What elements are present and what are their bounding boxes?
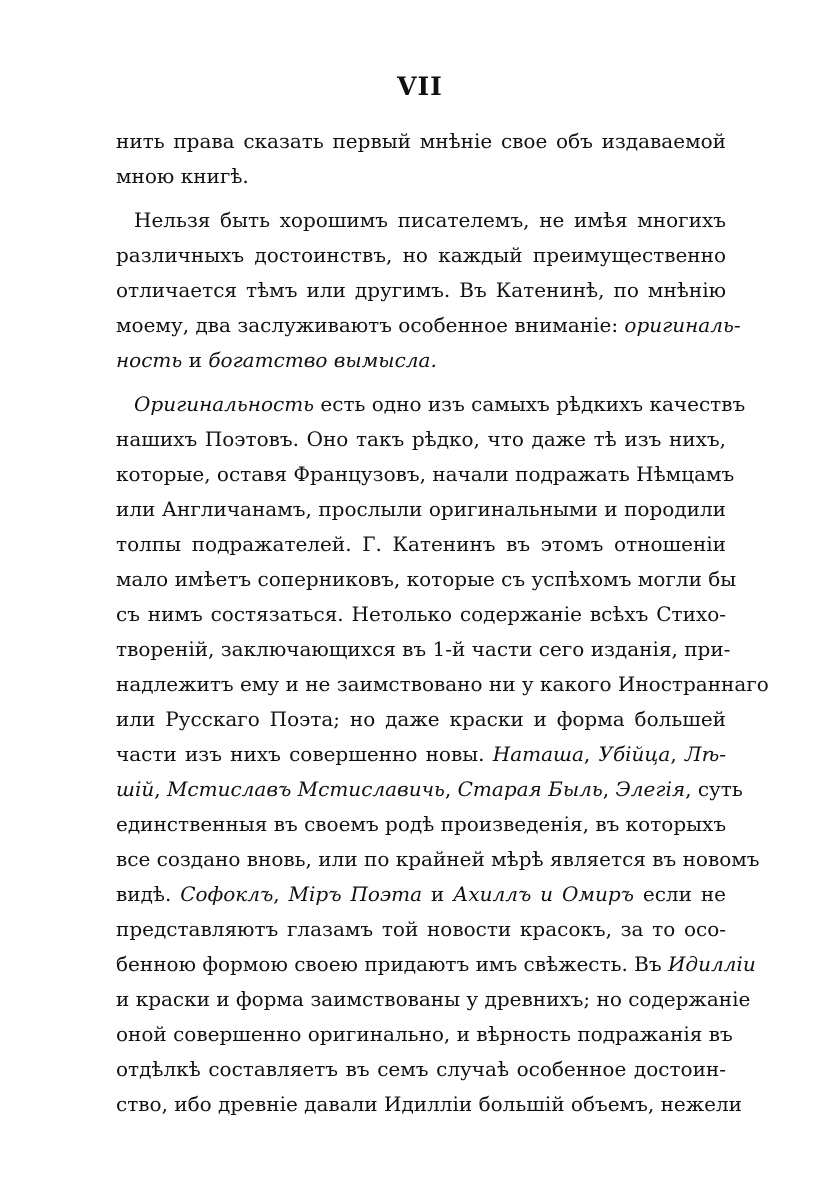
text-line bbox=[116, 308, 741, 343]
body-text bbox=[116, 124, 769, 1122]
text-run: и bbox=[422, 882, 454, 906]
text-run: различныхъ достоинствъ, но каждый преимущественно bbox=[116, 243, 726, 267]
text-line bbox=[116, 807, 726, 842]
text-run: все создано вновь, или по крайней мѣрѣ является въ новомъ bbox=[116, 847, 760, 871]
text-run: бенною формою своею придаютъ имъ свѣжесть. Въ bbox=[116, 952, 668, 976]
text-run: твореній, заключающихся въ 1-й части сего изданія, при- bbox=[116, 637, 731, 661]
italic-text: Лѣ- bbox=[684, 742, 727, 766]
text-line bbox=[116, 1017, 733, 1052]
text-line bbox=[116, 982, 751, 1017]
italic-text: Мстиславъ Мстиславичь bbox=[166, 777, 445, 801]
text-run: единственныя въ своемъ родѣ произведенія, въ которыхъ bbox=[116, 812, 727, 836]
text-run: которые, оставя Французовъ, начали подражать Нѣмцамъ bbox=[116, 462, 735, 486]
text-run: ство, ибо древніе давали Идилліи большій объемъ, нежели bbox=[116, 1092, 743, 1116]
text-line bbox=[116, 238, 726, 273]
italic-text: Ахиллъ и Омиръ bbox=[453, 882, 634, 906]
text-line bbox=[116, 912, 726, 947]
text-run: Нельзя быть хорошимъ писателемъ, не имѣя многихъ bbox=[134, 208, 726, 232]
text-line bbox=[116, 387, 746, 422]
text-run: или Русскаго Поэта; но даже краски и форма большей bbox=[116, 707, 726, 731]
text-run: или Англичанамъ, прослыли оригинальными и породили bbox=[116, 497, 726, 521]
text-line bbox=[116, 772, 743, 807]
italic-text: шій bbox=[116, 777, 155, 801]
text-run: , bbox=[602, 777, 616, 801]
page-number: VII bbox=[397, 72, 443, 101]
text-line bbox=[116, 632, 731, 667]
text-run: отдѣлкѣ составляетъ въ семъ случаѣ особенное достоин- bbox=[116, 1057, 726, 1081]
text-run: и bbox=[182, 348, 209, 372]
text-line bbox=[116, 527, 726, 562]
italic-text: оригиналь- bbox=[624, 313, 741, 337]
italic-text: Идилліи bbox=[667, 952, 756, 976]
paragraph-gap bbox=[116, 378, 726, 387]
text-run: если не bbox=[633, 882, 727, 906]
italic-text: ность bbox=[116, 348, 183, 372]
text-run: , bbox=[670, 742, 685, 766]
text-line bbox=[116, 1052, 726, 1087]
text-line bbox=[116, 597, 726, 632]
text-run: есть одно изъ самыхъ рѣдкихъ качествъ bbox=[314, 392, 746, 416]
text-run: , bbox=[154, 777, 167, 801]
text-run: оной совершенно оригинально, и вѣрность подражанія въ bbox=[116, 1022, 733, 1046]
text-run: толпы подражателей. Г. Катенинъ въ этомъ отношеніи bbox=[116, 532, 726, 556]
text-run: нашихъ Поэтовъ. Оно такъ рѣдко, что даже тѣ изъ нихъ, bbox=[116, 427, 726, 451]
text-line bbox=[116, 457, 735, 492]
text-line bbox=[116, 737, 726, 772]
italic-text: Убійца bbox=[598, 742, 671, 766]
text-line bbox=[116, 562, 737, 597]
text-line bbox=[116, 273, 726, 308]
text-line bbox=[116, 343, 726, 378]
text-line bbox=[116, 492, 726, 527]
text-run: моему, два заслуживаютъ особенное вниманіе: bbox=[116, 313, 625, 337]
text-line bbox=[116, 667, 769, 702]
text-run: мало имѣетъ соперниковъ, которые съ успѣхомъ могли бы bbox=[116, 567, 737, 591]
italic-text: Старая Быль bbox=[457, 777, 603, 801]
text-run: , bbox=[583, 742, 599, 766]
text-line bbox=[116, 1087, 743, 1122]
italic-text: Софоклъ bbox=[180, 882, 274, 906]
text-line bbox=[116, 842, 760, 877]
text-run: части изъ нихъ совершенно новы. bbox=[116, 742, 493, 766]
text-run: , суть bbox=[685, 777, 743, 801]
text-run: съ нимъ состязаться. Нетолько содержаніе всѣхъ Стихо- bbox=[116, 602, 726, 626]
text-line bbox=[116, 877, 726, 912]
text-run: представляютъ глазамъ той новости красокъ, за то осо- bbox=[116, 917, 726, 941]
text-run: , bbox=[273, 882, 289, 906]
text-run: надлежитъ ему и не заимствовано ни у какого Иностраннаго bbox=[116, 672, 769, 696]
text-line bbox=[116, 159, 726, 194]
text-run: мною книгѣ. bbox=[116, 164, 249, 188]
italic-text: богатство вымысла. bbox=[208, 348, 437, 372]
text-run: нить права сказать первый мнѣніе свое объ издаваемой bbox=[116, 129, 726, 153]
text-run: , bbox=[444, 777, 458, 801]
text-line bbox=[116, 124, 726, 159]
italic-text: Наташа bbox=[492, 742, 584, 766]
italic-text: Оригинальность bbox=[134, 392, 315, 416]
text-run: отличается тѣмъ или другимъ. Въ Катенинѣ, по мнѣнію bbox=[116, 278, 726, 302]
text-line bbox=[116, 203, 726, 238]
text-line bbox=[116, 422, 726, 457]
italic-text: Міръ Поэта bbox=[288, 882, 423, 906]
text-line bbox=[116, 702, 726, 737]
paragraph-gap bbox=[116, 194, 726, 203]
text-run: видѣ. bbox=[116, 882, 181, 906]
italic-text: Элегія bbox=[615, 777, 686, 801]
text-run: и краски и форма заимствованы у древнихъ; но содержаніе bbox=[116, 987, 751, 1011]
text-line bbox=[116, 947, 756, 982]
